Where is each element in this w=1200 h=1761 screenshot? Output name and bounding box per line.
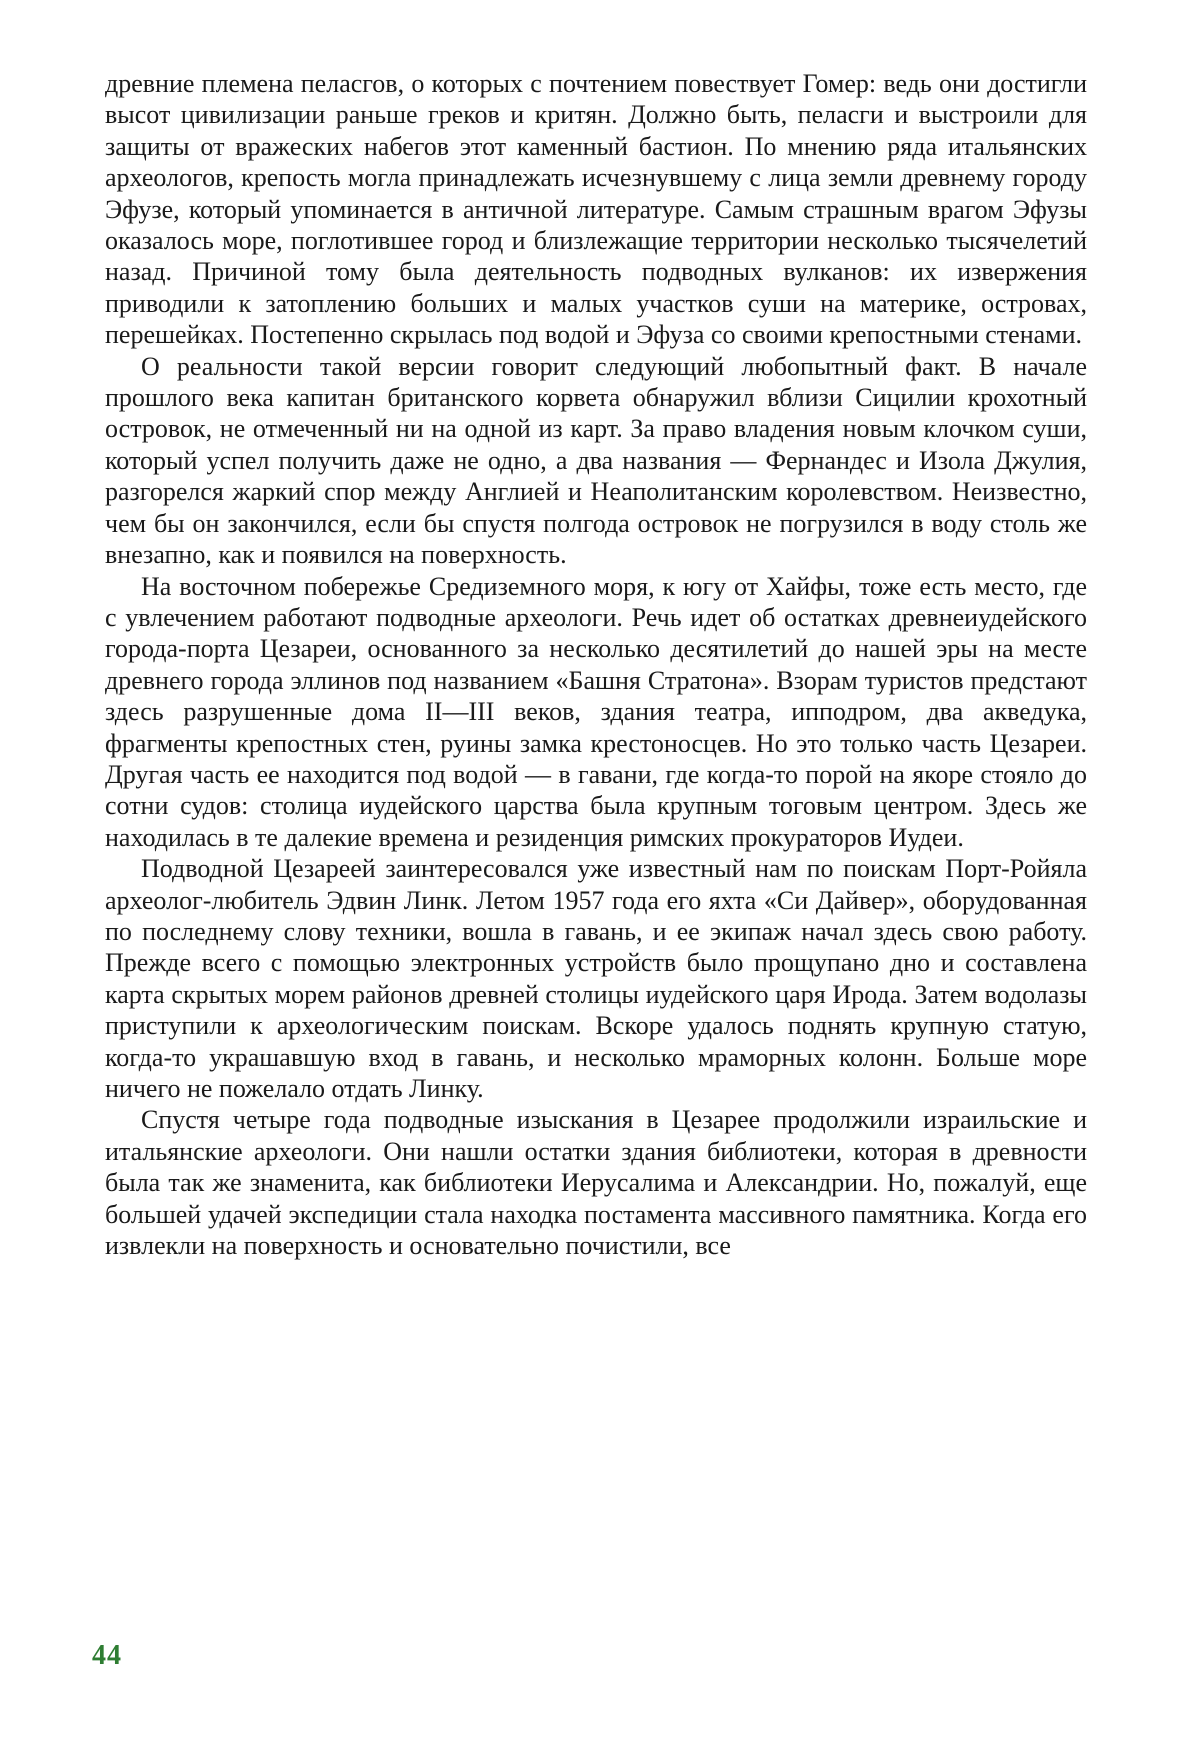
paragraph-pelasgians: древние племена пеласгов, о которых с почтением повествует Гомер: ведь они достигли высот цивилизации раньше греков и критян. Должно быть, пеласги и выстроили для защиты от вражеских набегов этот каменный бастион. По мнению ряда итальянских археологов, крепость могла принадлежать исчезнувшему с лица земли древнему городу Эфузе, который упоминается в античной литературе. Самым страшным врагом Эфузы оказалось море, поглотившее город и близ­лежащие территории несколько тысячелетий назад. Причиной тому была деятельность подводных вулканов: их извержения приводили к затоплению больших и малых участков суши на материке, островах, перешейках. Постепенно скрылась под водой и Эфуза со своими крепостными стенами. <box>105 68 1087 351</box>
paragraph-library-find: Спустя четыре года подводные изыскания в Цезарее продолжили израильские и итальянские археологи. Они нашли остатки здания библиотеки, которая в древности была так же знаменита, как библиотеки Иерусалима и Александрии. Но, пожалуй, еще большей удачей экспедиции стала находка постамента массивного памятника. Когда его извлекли на поверхность и основательно почистили, все <box>105 1104 1087 1261</box>
paragraph-island-fact: О реальности такой версии говорит следующий любопытный факт. В начале прошлого века капитан британского корвета обнаружил вблизи Сицилии крохотный островок, не отмеченный ни на одной из карт. За право владения новым клочком суши, который успел получить даже не одно, а два названия — Фернандес и Изола Джулия, разгорелся жаркий спор между Англией и Неаполитанским королевством. Неизвестно, чем бы он закончился, если бы спустя пол­года островок не погрузился в воду столь же внезапно, как и поя­вился на поверхность. <box>105 351 1087 571</box>
body-text <box>105 68 1087 1261</box>
book-page <box>0 0 1200 1761</box>
paragraph-edwin-link: Подводной Цезареей заинтересовался уже известный нам по поис­кам Порт-Ройяла археолог-любитель Эдвин Линк. Летом 1957 года его яхта «Си Дайвер», оборудованная по последнему слову техники, вошла в гавань, и ее экипаж начал здесь свою работу. Прежде всего с помощью электронных устройств было прощупано дно и составлена карта скрытых морем районов древней столицы иудейского царя Ирода. Затем водолазы приступили к археологическим поискам. Вскоре удалось поднять крупную статую, когда-то украшавшую вход в гавань, и несколько мраморных колонн. Больше море ничего не пожелало отдать Линку. <box>105 853 1087 1104</box>
page-number: 44 <box>92 1640 122 1672</box>
paragraph-caesarea: На восточном побережье Средиземного моря, к югу от Хайфы, тоже есть место, где с увлечением работают подводные археологи. Речь идет об остатках древнеиудейского города-порта Цезареи, основанного за несколько десятилетий до нашей эры на месте древнего города эллинов под названием «Башня Стратона». Взорам туристов пред­стают здесь разрушенные дома II—III веков, здания театра, иппод­ром, два акведука, фрагменты крепостных стен, руины замка кресто­носцев. Но это только часть Цезареи. Другая часть ее находится под водой — в гавани, где когда-то порой на якоре стояло до сотни судов: столица иудейского царства была крупным тоговым центром. Здесь же находилась в те далекие времена и резиденция римских прокура­торов Иудеи. <box>105 571 1087 854</box>
